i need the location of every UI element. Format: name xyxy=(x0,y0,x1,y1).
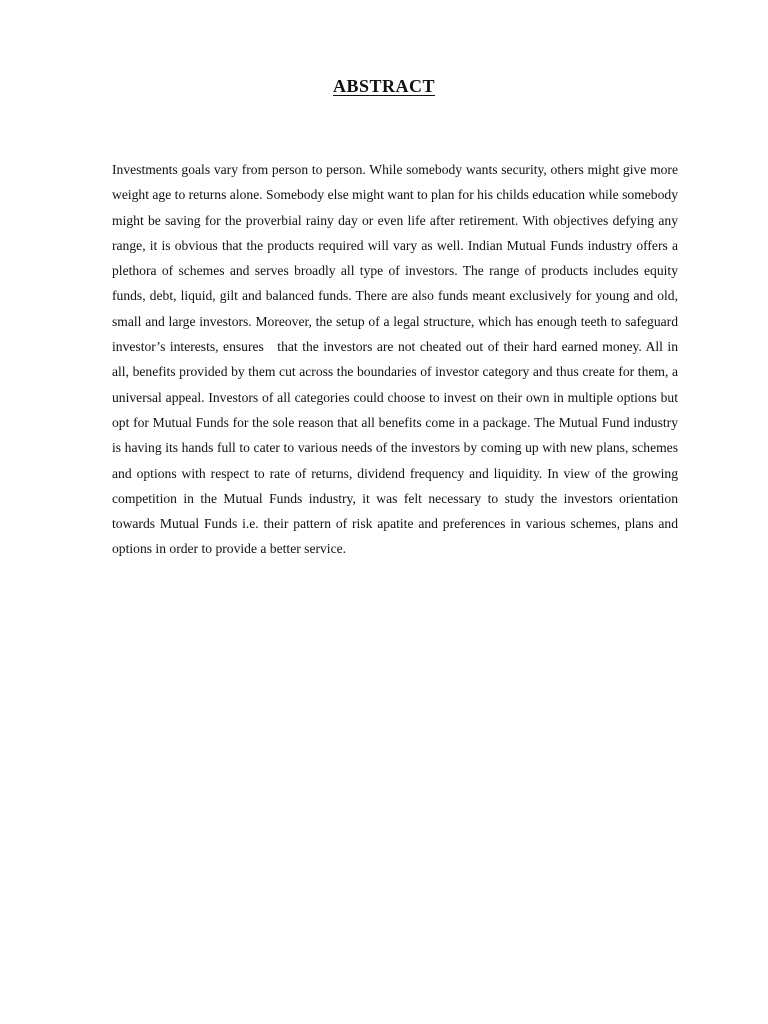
page-title: ABSTRACT xyxy=(332,76,436,96)
abstract-paragraph: Investments goals vary from person to person. While somebody wants security, others might give more weight age to returns alone. Somebody else might want to plan for his childs education while somebody might be saving for the proverbial rainy day or even life after retirement. With objectives defying any range, it is obvious that the products required will vary as well. Indian Mutual Funds industry offers a plethora of schemes and serves broadly all type of investors. The range of products includes equity funds, debt, liquid, gilt and balanced funds. There are also funds meant exclusively for young and old, small and large investors. Moreover, the setup of a legal structure, which has enough teeth to safeguard investor’s interests, ensures that the investors are not cheated out of their hard earned money. All in all, benefits provided by them cut across the boundaries of investor category and thus create for them, a universal appeal. Investors of all categories could choose to invest on their own in multiple options but opt for Mutual Funds for the sole reason that all benefits come in a package. The Mutual Fund industry is having its hands full to cater to various needs of the investors by coming up with new plans, schemes and options with respect to rate of returns, dividend frequency and liquidity. In view of the growing competition in the Mutual Funds industry, it was felt necessary to study the investors orientation towards Mutual Funds i.e. their pattern of risk apatite and preferences in various schemes, plans and options in order to provide a better service. xyxy=(112,162,682,557)
